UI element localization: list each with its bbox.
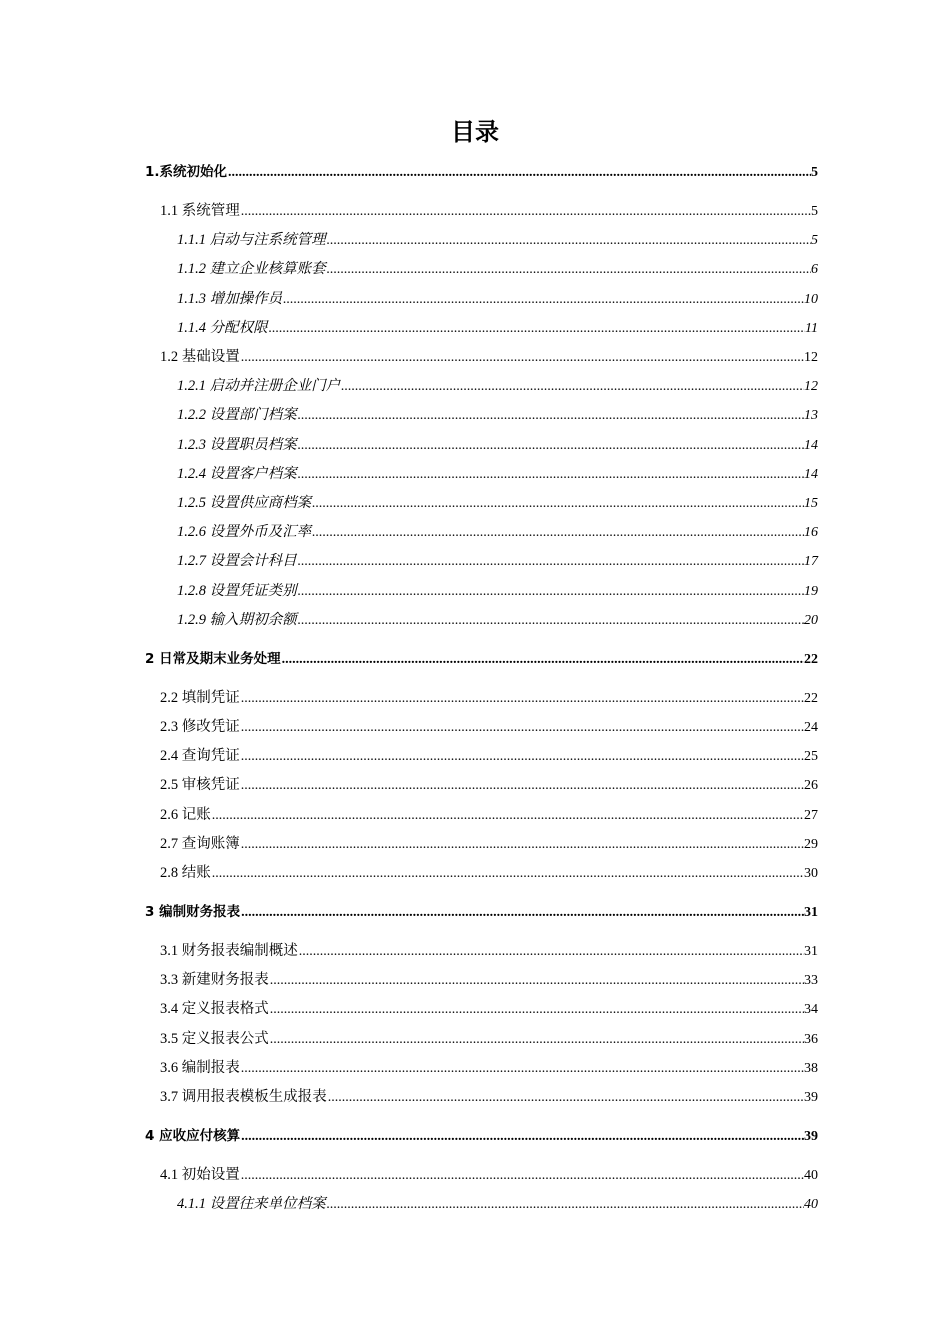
toc-heading[interactable]	[145, 1124, 818, 1145]
dot-leader	[327, 1197, 804, 1213]
toc-section[interactable]	[160, 1085, 818, 1106]
toc-subsection[interactable]	[177, 608, 818, 629]
toc-page-number: 27	[804, 807, 818, 823]
toc-subsection[interactable]	[177, 433, 818, 454]
toc-page-number: 5	[811, 204, 818, 219]
toc-entry-title: 3.7 调用报表模板生成报表	[160, 1089, 327, 1105]
toc-entry-title: 3 编制财务报表	[145, 904, 241, 920]
toc-page-number: 33	[804, 973, 818, 989]
toc-section[interactable]	[160, 1056, 818, 1077]
toc-heading[interactable]	[145, 160, 818, 181]
dot-leader	[327, 262, 811, 278]
toc-page-number: 12	[804, 350, 818, 365]
toc-page-number: 39	[804, 1090, 818, 1105]
dot-leader	[241, 204, 811, 220]
toc-entry-title: 1.2 基础设置	[160, 349, 240, 365]
toc-entry-title: 1.1.2 建立企业核算账套	[177, 261, 326, 278]
dot-leader	[212, 866, 804, 882]
toc-section[interactable]	[160, 832, 818, 853]
toc-subsection[interactable]	[177, 257, 818, 278]
dot-leader	[241, 691, 804, 707]
toc-page-number: 31	[804, 905, 818, 920]
toc-page-number: 40	[804, 1197, 818, 1213]
toc-entry-title: 2.7 查询账簿	[160, 835, 240, 852]
dot-leader	[298, 408, 804, 424]
dot-leader	[270, 1032, 804, 1048]
toc-page-number: 30	[804, 866, 818, 881]
toc-page-number: 16	[804, 525, 818, 541]
toc-heading[interactable]	[145, 900, 818, 921]
toc-subsection[interactable]	[177, 462, 818, 483]
toc-page-number: 6	[811, 262, 818, 278]
dot-leader	[298, 584, 804, 600]
dot-leader	[282, 652, 804, 668]
toc-subsection[interactable]	[177, 520, 818, 541]
toc-section[interactable]	[160, 939, 818, 960]
toc-entry-title: 1.2.3 设置职员档案	[177, 436, 297, 453]
toc-page-number: 17	[804, 554, 818, 570]
toc-subsection[interactable]	[177, 579, 818, 600]
toc-page-number: 25	[804, 749, 818, 765]
toc-entry-title: 1.2.4 设置客户档案	[177, 465, 297, 482]
toc-subsection[interactable]	[177, 1192, 818, 1213]
toc-entry-title: 2.5 审核凭证	[160, 777, 240, 794]
toc-page-number: 5	[811, 233, 818, 249]
toc-entry-title: 1.系统初始化	[145, 164, 228, 180]
toc-entry-title: 1.2.6 设置外币及汇率	[177, 524, 312, 541]
dot-leader	[269, 321, 805, 337]
toc-page-number: 19	[804, 583, 818, 599]
dot-leader	[298, 467, 804, 483]
toc-section[interactable]	[160, 773, 818, 794]
toc-entry-title: 3.4 定义报表格式	[160, 1001, 269, 1018]
toc-entry-title: 4.1.1 设置往来单位档案	[177, 1196, 326, 1213]
toc-subsection[interactable]	[177, 228, 818, 249]
dot-leader	[241, 1168, 804, 1184]
toc-page-number: 29	[804, 836, 818, 852]
toc-entry-title: 2.8 结账	[160, 865, 211, 881]
toc-section[interactable]	[160, 715, 818, 736]
dot-leader	[241, 1061, 804, 1077]
toc-heading[interactable]	[145, 647, 818, 668]
toc-subsection[interactable]	[177, 403, 818, 424]
toc-page-number: 36	[804, 1031, 818, 1047]
toc-entry-title: 1.1.4 分配权限	[177, 319, 268, 336]
dot-leader	[298, 613, 804, 629]
dot-leader	[312, 496, 804, 512]
toc-section[interactable]	[160, 1027, 818, 1048]
toc-entry-title: 3.1 财务报表编制概述	[160, 943, 298, 959]
toc-page-number: 20	[804, 612, 818, 628]
page-title: 目录	[451, 118, 499, 146]
dot-leader	[241, 905, 804, 921]
toc-section[interactable]	[160, 744, 818, 765]
toc-page-number: 22	[804, 690, 818, 706]
toc-page-number: 14	[804, 466, 818, 482]
toc-page-number: 34	[804, 1002, 818, 1018]
toc-section[interactable]	[160, 968, 818, 989]
toc-section[interactable]	[160, 199, 818, 220]
dot-leader	[298, 554, 804, 570]
dot-leader	[241, 720, 804, 736]
toc-page-number: 31	[804, 944, 818, 959]
dot-leader	[228, 165, 811, 181]
toc-subsection[interactable]	[177, 287, 818, 308]
dot-leader	[241, 837, 804, 853]
toc-entry-title: 1.2.9 输入期初余额	[177, 611, 297, 628]
toc-entry-title: 4.1 初始设置	[160, 1167, 240, 1183]
dot-leader	[341, 379, 804, 395]
dot-leader	[212, 808, 804, 824]
toc-entry-title: 2.4 查询凭证	[160, 748, 240, 765]
toc-page-number: 22	[804, 651, 818, 667]
toc-subsection[interactable]	[177, 374, 818, 395]
toc-section[interactable]	[160, 861, 818, 882]
toc-entry-title: 1.2.7 设置会计科目	[177, 553, 297, 570]
dot-leader	[312, 525, 804, 541]
toc-page-number: 24	[804, 720, 818, 735]
toc-page-number: 13	[804, 408, 818, 424]
dot-leader	[328, 1090, 804, 1106]
toc-entry-title: 1.2.8 设置凭证类别	[177, 582, 297, 599]
toc-section[interactable]	[160, 1163, 818, 1184]
dot-leader	[270, 1002, 804, 1018]
dot-leader	[241, 778, 804, 794]
toc-entry-title: 1.1 系统管理	[160, 203, 240, 219]
toc-entry-title: 2 日常及期末业务处理	[145, 650, 281, 667]
toc-entry-title: 1.2.5 设置供应商档案	[177, 495, 312, 511]
toc-subsection[interactable]	[177, 549, 818, 570]
toc-entry-title: 2.6 记账	[160, 806, 211, 823]
toc-entry-title: 3.3 新建财务报表	[160, 972, 269, 989]
toc-entry-title: 4 应收应付核算	[145, 1128, 241, 1144]
toc-section[interactable]	[160, 686, 818, 707]
toc-page-number: 38	[804, 1060, 818, 1076]
toc-section[interactable]	[160, 803, 818, 824]
toc-page-number: 10	[804, 291, 818, 307]
toc-page-number: 11	[805, 320, 818, 336]
toc-page-number: 12	[804, 379, 818, 395]
toc-entry-title: 1.1.3 增加操作员	[177, 290, 283, 307]
toc-entry-title: 1.1.1 启动与注系统管理	[177, 232, 326, 249]
dot-leader	[270, 973, 804, 989]
dot-leader	[298, 438, 804, 454]
toc-entry-title: 1.2.2 设置部门档案	[177, 407, 297, 424]
toc-page-number: 26	[804, 778, 818, 794]
dot-leader	[241, 749, 804, 765]
toc-section[interactable]	[160, 345, 818, 366]
toc-page-number: 14	[804, 437, 818, 453]
dot-leader	[327, 233, 811, 249]
toc-entry-title: 3.6 编制报表	[160, 1059, 240, 1076]
toc-page-number: 39	[804, 1129, 818, 1144]
toc-entry-title: 2.3 修改凭证	[160, 719, 240, 735]
toc-entry-title: 2.2 填制凭证	[160, 689, 240, 706]
dot-leader	[241, 1129, 804, 1145]
toc-entry-title: 1.2.1 启动并注册企业门户	[177, 378, 341, 395]
toc-subsection[interactable]	[177, 316, 818, 337]
toc-section[interactable]	[160, 997, 818, 1018]
toc-page-number: 5	[811, 165, 818, 180]
toc-page-number: 15	[804, 496, 818, 511]
toc-page-number: 40	[804, 1168, 818, 1183]
dot-leader	[299, 944, 804, 960]
toc-entry-title: 3.5 定义报表公式	[160, 1030, 269, 1047]
dot-leader	[283, 292, 804, 308]
dot-leader	[241, 350, 804, 366]
toc-subsection[interactable]	[177, 491, 818, 512]
